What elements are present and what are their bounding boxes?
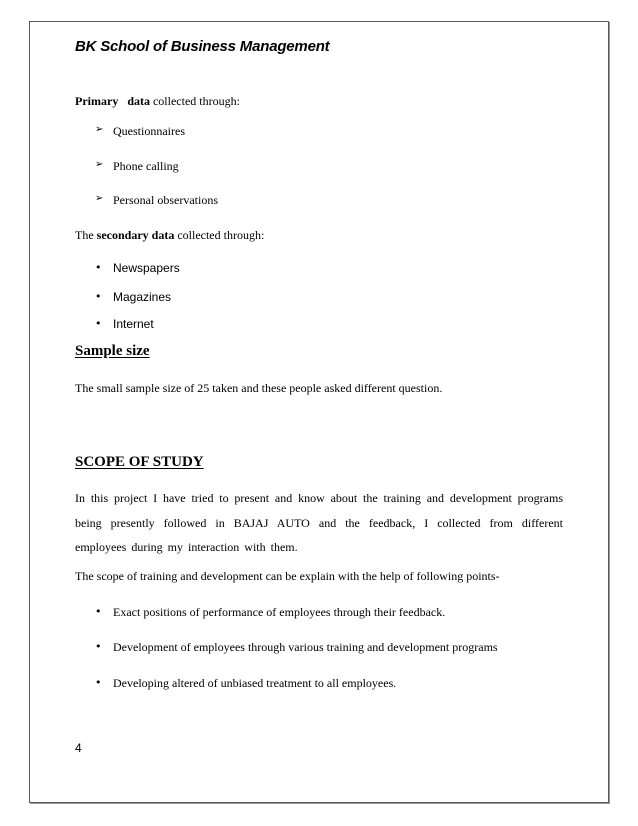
primary-item-label: Phone calling (113, 159, 179, 173)
secondary-label-bold: secondary data (96, 228, 175, 242)
list-item (95, 605, 445, 620)
primary-item-label: Personal observations (113, 193, 218, 207)
page-header-title: BK School of Business Management (75, 38, 330, 55)
page-number: 4 (75, 741, 82, 755)
scope-point-label: Exact positions of performance of employees through their feedback. (113, 605, 446, 619)
arrowhead-bullet-icon: ➢ (95, 159, 104, 170)
secondary-data-label (75, 228, 264, 243)
list-item (95, 290, 171, 305)
secondary-label-pre: The (75, 228, 94, 242)
primary-label-bold-2: data (127, 94, 150, 108)
primary-data-label (75, 94, 240, 109)
list-item (95, 261, 180, 276)
secondary-item-label: Internet (113, 317, 154, 331)
dot-bullet-icon: • (95, 317, 102, 330)
scope-intro: The scope of training and development can be explain with the help of following points- (75, 569, 500, 583)
secondary-item-label: Magazines (113, 290, 172, 304)
scope-paragraph: In this project I have tried to present and know about the training and development programs being presently followed in BAJAJ AUTO and the feedback, I collected from different employees during my interaction with them. (75, 491, 563, 554)
list-item (95, 676, 396, 691)
scope-heading: SCOPE OF STUDY (75, 454, 204, 470)
primary-item-label: Questionnaires (113, 124, 185, 138)
list-item (95, 124, 185, 139)
dot-bullet-icon: • (95, 676, 102, 689)
primary-label-rest: collected through: (152, 94, 240, 108)
list-item (95, 193, 218, 208)
scope-point-label: Developing altered of unbiased treatment to all employees. (113, 676, 397, 690)
dot-bullet-icon: • (95, 261, 102, 274)
list-item (95, 317, 154, 332)
secondary-label-rest: collected through: (177, 228, 265, 242)
secondary-item-label: Newspapers (113, 261, 180, 275)
sample-size-heading: Sample size (75, 343, 150, 359)
dot-bullet-icon: • (95, 640, 102, 653)
arrowhead-bullet-icon: ➢ (95, 193, 104, 204)
arrowhead-bullet-icon: ➢ (95, 124, 104, 135)
list-item (95, 159, 179, 174)
dot-bullet-icon: • (95, 290, 102, 303)
dot-bullet-icon: • (95, 605, 102, 618)
sample-size-text: The small sample size of 25 taken and these people asked different question. (75, 381, 443, 395)
list-item (95, 640, 498, 655)
scope-point-label: Development of employees through various training and development programs (113, 640, 498, 654)
primary-label-bold-1: Primary (75, 94, 119, 108)
